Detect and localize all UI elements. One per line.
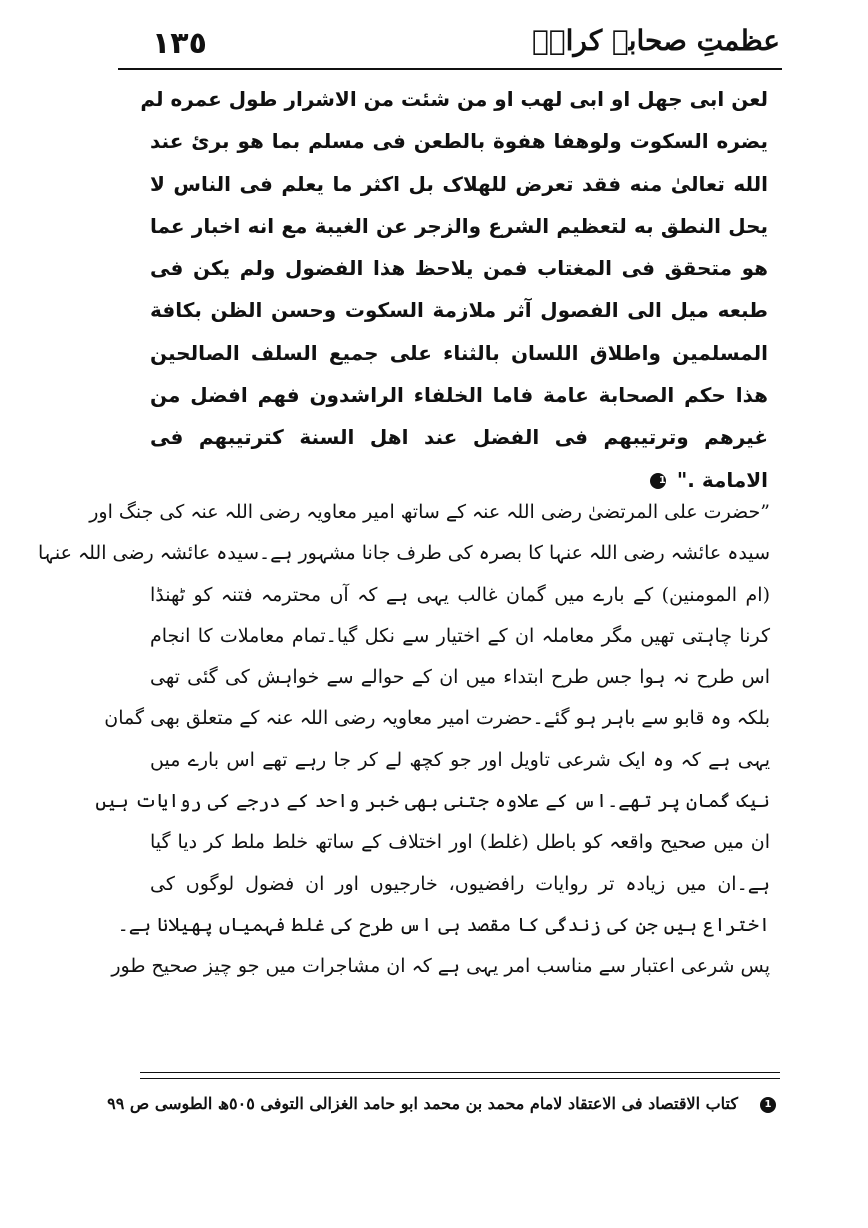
footnote-marker: 1 bbox=[760, 1097, 776, 1113]
arabic-line: المسلمین واطلاق اللسان بالثناء علی جمیع السلف الصالحین bbox=[150, 340, 768, 365]
urdu-line: نیک گمان پر تھے۔اس کے علاوہ جتنی بھی خبر واحد کے درجے کی روایات ہیں bbox=[95, 790, 770, 813]
arabic-line: لعن ابی جهل او ابی لهب او من شئت من الاشرار طول عمره لم bbox=[140, 87, 768, 111]
arabic-quote bbox=[140, 78, 768, 501]
urdu-paragraph bbox=[37, 492, 770, 988]
footnote-divider-second bbox=[140, 1078, 780, 1079]
arabic-line: یضره السکوت ولوهفا هفوة بالطعن فی مسلم بما هو بریٔ عند bbox=[150, 129, 768, 154]
footnote-reference-marker[interactable]: 1 bbox=[650, 473, 666, 489]
footnote bbox=[107, 1088, 776, 1122]
urdu-line: اس طرح نہ ہوا جس طرح ابتداء میں ان کے حوالے سے خواہش کی گئی تھی bbox=[150, 666, 770, 689]
urdu-line: اختراع ہیں جن کی زندگی کا مقصد ہی اس طرح کی غلط فہمیاں پھیلانا ہے۔ bbox=[117, 913, 770, 936]
arabic-line: هو متحقق فی المغتاب فمن یلاحظ هذا الفضول ولم یکن فی bbox=[150, 256, 768, 281]
arabic-line: هذا حکم الصحابة عامة فاما الخلفاء الراشدون فهم افضل من bbox=[150, 383, 768, 408]
arabic-line: طبعه میل الی الفصول آثر ملازمة السکوت وحسن الظن بکافة bbox=[150, 298, 768, 323]
urdu-line: یہی ہے کہ وہ ایک شرعی تاویل اور جو کچھ لے کر جا رہے تھے اس بارے میں bbox=[150, 748, 770, 771]
urdu-line: پس شرعی اعتبار سے مناسب امر یہی ہے کہ ان مشاجرات میں جو چیز صحیح طور bbox=[111, 955, 770, 978]
urdu-line: کرنا چاہتی تھیں مگر معاملہ ان کے اختیار سے نکل گیا۔تمام معاملات کا انجام bbox=[150, 624, 770, 647]
arabic-line-text: الامامة ." bbox=[676, 467, 768, 492]
urdu-line: (ام المومنین) کے بارے میں گمان غالب یہی ہے کہ آں محترمہ فتنہ کو ٹھنڈا bbox=[150, 583, 770, 606]
arabic-line: غیرهم وترتیبهم فی الفضل عند اهل السنة کترتیبهم فی bbox=[150, 425, 768, 450]
header-rule bbox=[118, 68, 782, 70]
arabic-line: یحل النطق به لتعظیم الشرع والزجر عن الغیبة مع انه اخبار عما bbox=[150, 213, 768, 238]
page-header bbox=[120, 24, 780, 66]
urdu-line: بلکہ وہ قابو سے باہر ہو گئے۔حضرت امیر معاویہ رضی اللہ عنہ کے متعلق بھی گمان bbox=[104, 707, 770, 730]
arabic-line: الله تعالیٰ منه فقد تعرض للهلاک بل اکثر ما یعلم فی الناس لا bbox=[150, 171, 768, 196]
page-number: ١٣٥ bbox=[152, 26, 207, 61]
urdu-line: ”حضرت علی المرتضیٰ رضی اللہ عنہ کے ساتھ امیر معاویہ رضی اللہ عنہ کی جنگ اور bbox=[89, 501, 770, 523]
book-title: عظمتِ صحابہ کرامؓ bbox=[532, 24, 780, 57]
urdu-line: ان میں صحیح واقعہ کو باطل (غلط) اور اختلاف کے ساتھ خلط ملط کر دیا گیا bbox=[150, 831, 770, 854]
urdu-line: ہے۔ان میں زیادہ تر روایات رافضیوں، خارجیوں اور ان فضول لوگوں کی bbox=[150, 872, 770, 895]
footnote-text: کتاب الاقتصاد فی الاعتقاد لامام محمد بن محمد ابو حامد الغزالی التوفی ٥٠٥ھ الطوسی ص ٩٩ bbox=[107, 1094, 738, 1113]
footnote-divider bbox=[140, 1072, 780, 1073]
urdu-line: سیدہ عائشہ رضی اللہ عنہا کا بصرہ کی طرف جانا مشہور ہے۔سیدہ عائشہ رضی اللہ عنہا bbox=[37, 542, 770, 565]
